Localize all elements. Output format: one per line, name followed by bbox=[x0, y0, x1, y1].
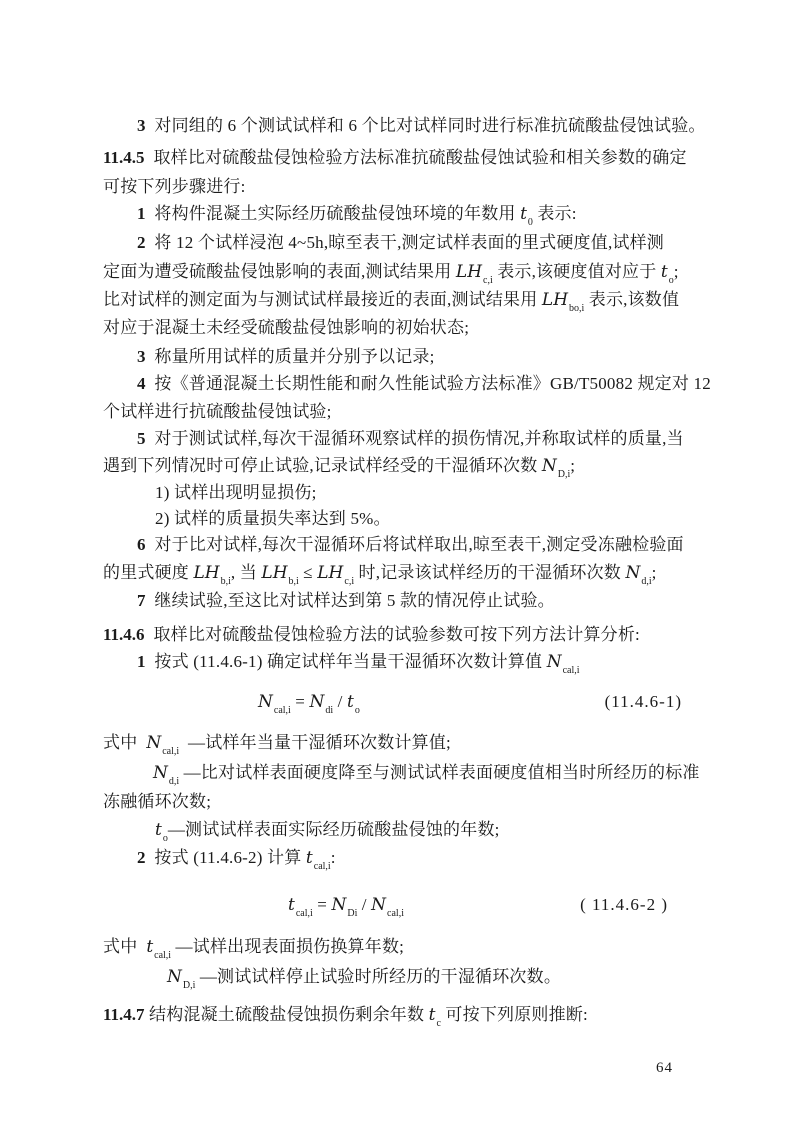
step-4-line-1: 4 按《普通混凝土长期性能和耐久性能试验方法标准》GB/T50082 规定对 12 bbox=[137, 374, 711, 393]
step-2-line-4: 对应于混凝土未经受硫酸盐侵蚀影响的初始状态; bbox=[103, 318, 470, 337]
math-variable: N bbox=[153, 763, 168, 783]
math-variable: N bbox=[625, 563, 641, 583]
equation-number: (11.4.6-1) bbox=[604, 692, 682, 711]
item-3-prev-clause: 3 对同组的 6 个测试试样和 6 个比对试样同时进行标准抗硫酸盐侵蚀试验。 bbox=[137, 116, 706, 135]
step-6-line-2: 的里式硬度 $LH_{b,i}$, 当 $LH_{b,i} \le LH_{c,i}$ 时,记录该试样经历的干湿循环次数 $N_{d,i}$; bbox=[103, 563, 657, 588]
math-variable: N bbox=[258, 692, 273, 712]
where-n-d-i-line-1: $N_{d,i}$ —比对试样表面硬度降至与测试试样表面硬度值相当时所经历的标准 bbox=[153, 763, 700, 788]
math-variable: N bbox=[546, 652, 562, 672]
where-t-o: $t_o—$测试试样表面实际经历硫酸盐侵蚀的年数; bbox=[155, 820, 500, 845]
step-5-subitem-2: 2) 试样的质量损失率达到 5%。 bbox=[155, 509, 391, 528]
math-variable: LH bbox=[317, 563, 344, 583]
math-variable: t bbox=[428, 1005, 436, 1025]
math-variable: N bbox=[146, 733, 162, 753]
formula-11-4-6-2: $t_{cal,i} = N_{Di} / N_{cal,i}$ bbox=[288, 895, 404, 920]
math-variable: t bbox=[146, 937, 154, 957]
math-variable: t bbox=[288, 895, 295, 915]
math-variable: t bbox=[346, 692, 354, 712]
math-variable: LH bbox=[193, 563, 220, 583]
step-2-line-1: 2 将 12 个试样浸泡 4~5h,晾至表干,测定试样表面的里式硬度值,试样测 bbox=[137, 233, 664, 252]
step-4-line-2: 个试样进行抗硫酸盐侵蚀试验; bbox=[103, 402, 332, 421]
step-5-subitem-1: 1) 试样出现明显损伤; bbox=[155, 483, 317, 502]
calc-item-1: 1 按式 (11.4.6-1) 确定试样年当量干湿循环次数计算值 $N_{cal,i}$ bbox=[137, 652, 580, 677]
step-2-line-3: 比对试样的测定面为与测试试样最接近的表面,测试结果用 $LH_{bo,i}$ 表示,该数值 bbox=[103, 290, 680, 315]
math-variable: N bbox=[541, 456, 557, 476]
math-variable: LH bbox=[541, 290, 569, 310]
math-variable: N bbox=[331, 895, 347, 915]
math-variable: t bbox=[660, 262, 668, 282]
step-3: 3 称量所用试样的质量并分别予以记录; bbox=[137, 347, 435, 366]
step-6-line-1: 6 对于比对试样,每次干湿循环后将试样取出,晾至表干,测定受冻融检验面 bbox=[137, 535, 684, 554]
where-n-D-i: $N_{D,i}$ —测试试样停止试验时所经历的干湿循环次数。 bbox=[167, 967, 562, 992]
clause-11-4-5-heading: 11.4.5 取样比对硫酸盐侵蚀检验方法标准抗硫酸盐侵蚀试验和相关参数的确定 bbox=[103, 148, 687, 167]
where-n-cal-i: 式中 $N_{cal,i}$ —试样年当量干湿循环次数计算值; bbox=[103, 733, 451, 758]
step-7: 7 继续试验,至这比对试样达到第 5 款的情况停止试验。 bbox=[137, 591, 555, 610]
math-variable: t bbox=[520, 204, 527, 224]
clause-11-4-6-heading: 11.4.6 取样比对硫酸盐侵蚀检验方法的试验参数可按下列方法计算分析: bbox=[103, 625, 640, 644]
equation-number: ( 11.4.6-2 ) bbox=[580, 895, 668, 914]
math-variable: N bbox=[371, 895, 387, 915]
clause-11-4-7-heading: 11.4.7 结构混凝土硫酸盐侵蚀损伤剩余年数 $t_c$ 可按下列原则推断: bbox=[103, 1005, 588, 1030]
formula-11-4-6-1: $N_{cal,i} = N_{di} / t_o$ bbox=[258, 692, 360, 717]
step-5-line-2: 遇到下列情况时可停止试验,记录试样经受的干湿循环次数 $N_{D,i}$; bbox=[103, 456, 576, 481]
where-t-cal-i: 式中 $t_{cal,i}$ —试样出现表面损伤换算年数; bbox=[103, 937, 405, 962]
where-n-d-i-line-2: 冻融循环次数; bbox=[103, 792, 212, 811]
clause-11-4-5-heading-cont: 可按下列步骤进行: bbox=[103, 177, 246, 196]
math-variable: LH bbox=[261, 563, 288, 583]
page-number: 64 bbox=[656, 1060, 673, 1076]
math-variable: t bbox=[155, 820, 162, 840]
step-1: 1 将构件混凝土实际经历硫酸盐侵蚀环境的年数用 $t_0$ 表示: bbox=[137, 204, 577, 229]
step-5-line-1: 5 对于测试试样,每次干湿循环观察试样的损伤情况,并称取试样的质量,当 bbox=[137, 429, 684, 448]
math-variable: t bbox=[305, 848, 313, 868]
math-variable: N bbox=[167, 967, 182, 987]
step-2-line-2: 定面为遭受硫酸盐侵蚀影响的表面,测试结果用 $LH_{c,i}$ 表示,该硬度值对应于 $t_o$; bbox=[103, 262, 679, 287]
math-variable: N bbox=[309, 692, 325, 712]
calc-item-2: 2 按式 (11.4.6-2) 计算 $t_{cal,i}$: bbox=[137, 848, 336, 873]
math-variable: LH bbox=[455, 262, 483, 282]
